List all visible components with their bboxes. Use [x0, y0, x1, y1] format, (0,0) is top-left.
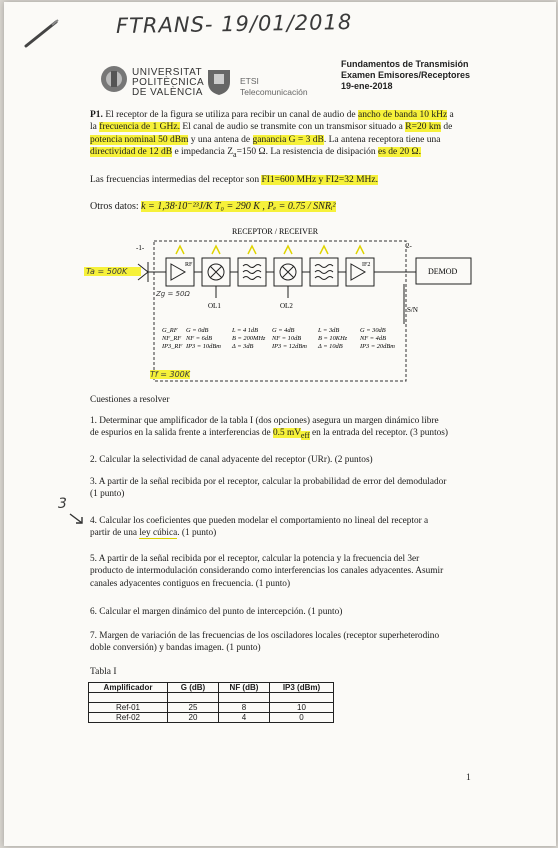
sn-label: S/N — [407, 306, 418, 314]
other-data: Otros datos: k = 1,38·10⁻²³J/K T₀ = 290 K , Pₑ = 0.75 / SNRᵢ² — [90, 201, 336, 212]
arrow-icon — [68, 512, 88, 526]
filter-1-block — [238, 258, 266, 286]
table-row: Ref-01 25 8 10 — [89, 703, 334, 713]
questions-heading: Cuestiones a resolver — [90, 395, 170, 405]
svg-text:G = 0dB: G = 0dB — [186, 327, 209, 334]
table-header: NF (dB) — [219, 683, 270, 693]
svg-text:Δ = 3dB: Δ = 3dB — [232, 343, 254, 350]
svg-text:Δ = 10dB: Δ = 10dB — [318, 343, 343, 350]
highlight-marks — [176, 246, 364, 254]
svg-text:G = 30dB: G = 30dB — [360, 327, 386, 334]
svg-text:NF = 10dB: NF = 10dB — [272, 335, 302, 342]
question-2: 2. Calcular la selectividad de canal adyacente del receptor (URr). (2 puntos) — [90, 455, 373, 465]
ol1-label: OL1 — [208, 302, 221, 310]
block-parameters — [161, 327, 395, 350]
filter-2-block — [310, 258, 338, 286]
etsi-crest-icon — [204, 64, 234, 96]
ol2-label: OL2 — [280, 302, 293, 310]
question-7: 7. Margen de variación de las frecuencias de los osciladores locales (receptor superheterodino doble conversión) y bandas imagen. (1 punto) — [90, 631, 440, 654]
svg-text:IP3 = 12dBm: IP3 = 12dBm — [272, 343, 307, 350]
svg-text:G = 4dB: G = 4dB — [272, 327, 295, 334]
if2-label: IF2 — [362, 262, 371, 268]
handwritten-title: FTRANS- 19/01/2018 — [115, 9, 353, 39]
diagram-title: RECEPTOR / RECEIVER — [232, 227, 319, 236]
question-5: 5. A partir de la señal recibida por el receptor, calcular la potencia y la frecuencia del 3er producto de intermodulación considerando como interferencias los canales adyacentes. Asumir canales adyacentes contiguos en frecuencia. (1 punto) — [90, 554, 444, 589]
handwritten-tf: Tf = 300K — [150, 370, 191, 379]
amplifier-table — [88, 682, 334, 723]
question-3: 3. A partir de la señal recibida por el receptor, calcular la probabilidad de error del demodulador (1 punto) — [90, 477, 447, 500]
svg-text:L = 4 1dB: L = 4 1dB — [232, 327, 259, 334]
exam-page — [4, 2, 556, 846]
handwritten-ta: Ta = 500K — [84, 267, 141, 276]
table-header: Amplificador — [89, 683, 168, 693]
receiver-diagram — [74, 224, 484, 384]
question-1: 1. Determinar que amplificador de la tabla I (dos opciones) asegura un margen dinámico libre de espurios en la salida frente a interferencias de 0.5 $mV_{eff}$ en la entrada del receptor. (3 puntos) — [90, 416, 449, 441]
svg-text:L = 3dB: L = 3dB — [318, 327, 340, 334]
rf-label: RF — [185, 262, 193, 268]
svg-text:B = 10KHz: B = 10KHz — [318, 335, 348, 342]
table-header-row — [89, 683, 334, 693]
pen-icon — [22, 16, 62, 50]
table-row — [89, 693, 334, 703]
port-2-label: 2- — [406, 242, 412, 250]
question-4: 4. Calcular los coeficientes que pueden modelar el comportamiento no lineal del receptor a partir de una ley cúbica. (1 punto) — [90, 516, 429, 539]
svg-text:B = 200MHz: B = 200MHz — [232, 335, 266, 342]
intermediate-frequencies: Las frecuencias intermedias del receptor son FI1=600 MHz y FI2=32 MHz. — [90, 175, 378, 185]
handwritten-zg: Zg = 50Ω — [156, 290, 190, 298]
table-row: Ref-02 20 4 0 — [89, 713, 334, 723]
university-name: UNIVERSITAT POLITÈCNICA DE VALÈNCIA — [132, 67, 205, 98]
table-header: IP3 (dBm) — [270, 683, 334, 693]
svg-text:IP3_RF: IP3_RF — [162, 343, 183, 350]
port-1-label: -1- — [136, 244, 145, 252]
demod-label: DEMOD — [428, 267, 458, 276]
svg-text:IP3 = 20dBm: IP3 = 20dBm — [360, 343, 395, 350]
school-name: ETSI Telecomunicación — [240, 76, 308, 97]
question-6: 6. Calcular el margen dinámico del punto de intercepción. (1 punto) — [90, 607, 343, 617]
handwritten-q4-mark: 3 — [58, 496, 67, 512]
table-caption: Tabla I — [90, 667, 117, 677]
exam-header: Fundamentos de Transmisión Examen Emisores/Receptores 19-ene-2018 — [341, 59, 471, 91]
upv-logo-icon — [100, 64, 128, 94]
table-header: G (dB) — [168, 683, 219, 693]
svg-text:IP3 = 10dBm: IP3 = 10dBm — [186, 343, 221, 350]
svg-text:NF_RF: NF_RF — [162, 335, 182, 342]
problem-statement: P1. El receptor de la figura se utiliza para recibir un canal de audio de ancho de banda 10 kHz a la frecuencia de 1 GHz. El canal de audio se transmite con un transmisor situado a R=20 km de potencia nominal 50 dBm y una antena de ganancia G = 3 dB. La antena receptora tiene una directividad de 12 dB e impedancia $Z_a=150$ Ω. La resistencia de disipación es de 20 Ω. — [90, 110, 454, 160]
svg-text:NF = 6dB: NF = 6dB — [186, 335, 212, 342]
svg-text:NF = 4dB: NF = 4dB — [360, 335, 386, 342]
page-number: 1 — [466, 773, 471, 783]
svg-text:G_RF: G_RF — [162, 327, 178, 334]
